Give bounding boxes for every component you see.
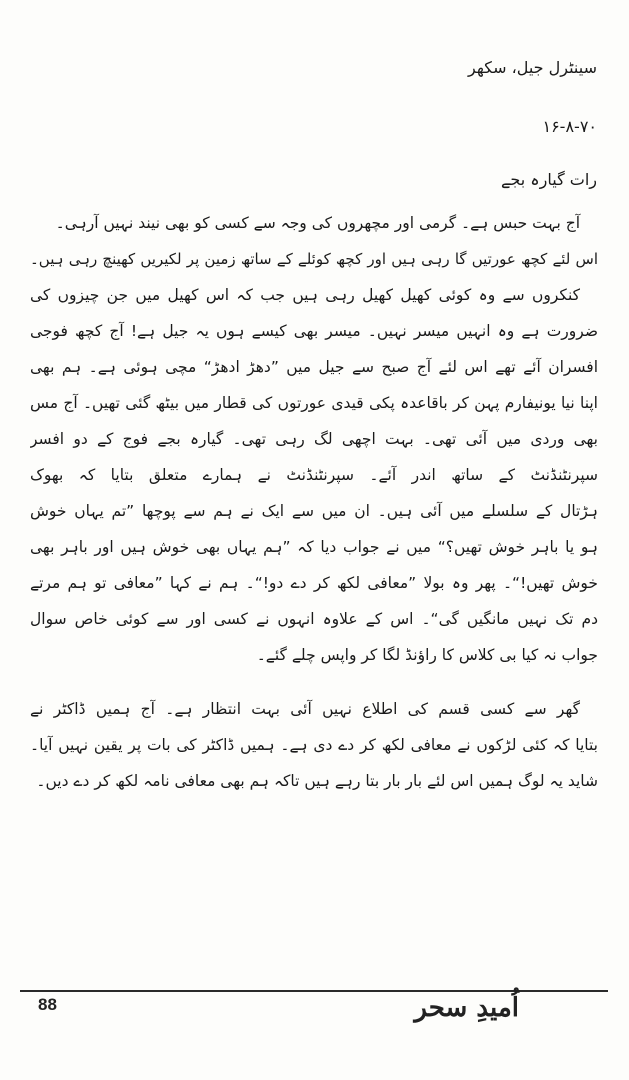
text-line: گھر سے کسی قسم کی اطلاع نہیں آئی بہت انتظار ہے۔ آج ہمیں ڈاکٹر نے <box>30 700 580 718</box>
page-number: 88 <box>38 995 57 1014</box>
body-text <box>30 205 598 799</box>
text-line: ضرورت ہے وہ انہیں میسر نہیں۔ میسر بھی کیسے ہوں یہ جیل ہے! آج کچھ فوجی <box>30 322 598 340</box>
text-line: سپرنٹنڈنٹ کے ساتھ اندر آئے۔ سپرنٹنڈنٹ نے ہمارے متعلق بتایا کہ بھوک <box>30 466 598 484</box>
date-line: ۱۶-۸-۷۰ <box>542 117 597 136</box>
time-line: رات گیارہ بجے <box>501 170 597 189</box>
text-line: کنکروں سے وہ کوئی کھیل کھیل رہی ہیں جب کہ اس کھیل میں جن چیزوں کی <box>30 286 580 304</box>
text-line: بتایا کہ کئی لڑکوں نے معافی لکھ کر دے دی ہے۔ ہمیں ڈاکٹر کی بات پر یقین نہیں آیا۔ <box>30 736 598 754</box>
book-title: اُمیدِ سحر <box>414 993 519 1023</box>
footer-rule <box>20 990 608 992</box>
text-line: شاید یہ لوگ ہمیں اس لئے بار بار بتا رہے ہیں تاکہ ہم بھی معافی نامہ لکھ کر دے دیں۔ <box>36 772 598 790</box>
text-line: ہڑتال کے سلسلے میں آئی ہیں۔ ان میں سے ایک نے ہم سے پوچھا ”تم یہاں خوش <box>30 502 598 520</box>
text-line: جواب نہ کیا بی کلاس کا راؤنڈ لگا کر واپس چلے گئے۔ <box>256 646 598 664</box>
text-line: اپنا نیا یونیفارم پہن کر باقاعدہ پکی قیدی عورتوں کی قطار میں بیٹھ گئی تھیں۔ آج مس <box>30 394 598 412</box>
text-line: اس لئے کچھ عورتیں گا رہی ہیں اور کچھ کوئلے کے ساتھ زمین پر لکیریں کھینچ رہی ہیں۔ <box>30 250 598 268</box>
text-line: آج بہت حبس ہے۔ گرمی اور مچھروں کی وجہ سے کسی کو بھی نیند نہیں آرہی۔ <box>55 214 580 232</box>
text-line: ہو یا باہر خوش تھیں؟“ میں نے جواب دیا کہ ”ہم یہاں بھی خوش ہیں اور باہر بھی <box>30 538 598 556</box>
text-line: بھی وردی میں آئی تھی۔ بہت اچھی لگ رہی تھی۔ گیارہ بجے فوج کے دو افسر <box>30 430 598 448</box>
location-heading: سینٹرل جیل، سکھر <box>468 58 597 77</box>
text-line: افسران آئے تھے اس لئے آج صبح سے جیل میں ”دھڑ ادھڑ“ مچی ہوئی ہے۔ ہم بھی <box>30 358 598 376</box>
text-line: دم تک نہیں مانگیں گی“۔ اس کے علاوہ انہوں نے کسی اور سے کوئی خاص سوال <box>30 610 598 628</box>
text-line: خوش تھیں!“۔ پھر وہ بولا ”معافی لکھ کر دے دو!“۔ ہم نے کہا ”معافی تو ہم مرتے <box>30 574 598 592</box>
